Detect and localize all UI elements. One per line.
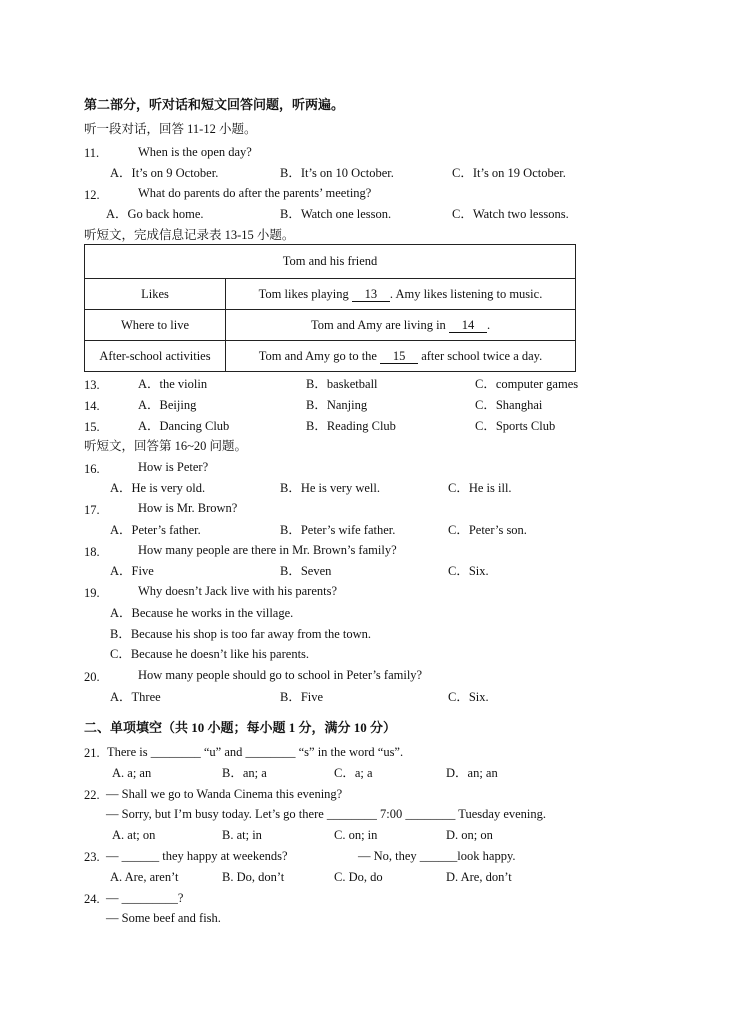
question-number: 12. [84,188,100,202]
question-number: 22. [84,788,100,802]
option-c: C．Six. [448,564,489,578]
row-label: Where to live [85,310,226,341]
instruction-13-15: 听短文，完成信息记录表 13-15 小题。 [84,228,295,242]
table-row [85,279,576,310]
option-d: D. on; on [446,828,493,842]
option-a: A．Beijing [138,398,197,412]
option-c: C. on; in [334,828,378,842]
option-a: A. Are, aren’t [110,870,179,884]
question-text: — ______ they happy at weekends? [106,849,288,863]
option-c: C．Watch two lessons. [452,207,569,221]
question-number: 24. [84,892,100,906]
answer-blank-13[interactable]: 13 [352,288,390,302]
answer-blank-14[interactable]: 14 [449,319,487,333]
option-a: A. at; on [112,828,156,842]
section-title-part3: 二、单项填空（共 10 小题；每小题 1 分，满分 10 分） [84,720,397,735]
option-a: A．Peter’s father. [110,523,201,537]
option-c: C．He is ill. [448,481,512,495]
option-b: B．Five [280,690,324,704]
instruction-16-20: 听短文，回答第 16~20 问题。 [84,439,248,453]
question-text: How is Peter? [138,460,209,474]
answer-blank-15[interactable]: 15 [380,350,418,364]
question-number: 11. [84,146,100,160]
info-table [84,244,576,372]
option-a: A. a; an [112,766,152,780]
option-c: C．It’s on 19 October. [452,166,566,180]
option-c: C．Shanghai [475,398,543,412]
option-d: D. Are, don’t [446,870,512,884]
option-c: C. Do, do [334,870,383,884]
option-c: C．a; a [334,766,373,780]
instruction-11-12: 听一段对话，回答 11-12 小题。 [84,122,257,136]
row-content: Tom likes playing 13 . Amy likes listening to music. [226,279,576,310]
question-text: — No, they ______look happy. [358,849,516,863]
question-number: 20. [84,670,100,684]
question-text: — Sorry, but I’m busy today. Let’s go there ________ 7:00 ________ Tuesday evening. [106,807,547,821]
question-number: 13. [84,378,100,392]
question-text: — _________? [106,891,184,905]
question-text: — Some beef and fish. [106,911,221,925]
option-b: B. Do, don’t [222,870,285,884]
option-c: C．Because he doesn’t like his parents. [110,647,310,661]
question-text: There is ________ “u” and ________ “s” in the word “us”. [107,745,404,759]
question-number: 16. [84,462,100,476]
option-b: B．Reading Club [306,419,396,433]
question-number: 19. [84,586,100,600]
option-a: A．It’s on 9 October. [110,166,219,180]
question-text: How many people should go to school in Peter’s family? [138,668,423,682]
option-c: C．computer games [475,377,579,391]
section-title-part2: 第二部分，听对话和短文回答问题，听两遍。 [84,97,345,112]
question-text: Why doesn’t Jack live with his parents? [138,584,338,598]
question-text: How is Mr. Brown? [138,501,238,515]
table-row [85,310,576,341]
option-a: A．Because he works in the village. [110,606,294,620]
option-a: A．Five [110,564,154,578]
option-b: B．Nanjing [306,398,368,412]
option-b: B．Because his shop is too far away from the town. [110,627,372,641]
option-b: B．It’s on 10 October. [280,166,394,180]
option-b: B．He is very well. [280,481,380,495]
option-b: B．an; a [222,766,267,780]
table-title: Tom and his friend [85,245,576,279]
option-a: A．Dancing Club [138,419,230,433]
option-c: C．Sports Club [475,419,556,433]
option-b: B．Watch one lesson. [280,207,392,221]
option-c: C．Peter’s son. [448,523,527,537]
option-a: A．He is very old. [110,481,206,495]
question-number: 23. [84,850,100,864]
option-d: D．an; an [446,766,498,780]
question-text: What do parents do after the parents’ meeting? [138,186,372,200]
row-label: After-school activities [85,341,226,372]
question-text: — Shall we go to Wanda Cinema this evening? [106,787,343,801]
row-content: Tom and Amy are living in 14 . [226,310,576,341]
question-text: When is the open day? [138,145,252,159]
question-number: 14. [84,399,100,413]
option-b: B．basketball [306,377,378,391]
option-c: C．Six. [448,690,489,704]
option-a: A．Go back home. [106,207,204,221]
question-number: 15. [84,420,100,434]
option-b: B. at; in [222,828,262,842]
question-text: How many people are there in Mr. Brown’s family? [138,543,397,557]
question-number: 21. [84,746,100,760]
question-number: 17. [84,503,100,517]
option-a: A．the violin [138,377,208,391]
option-a: A．Three [110,690,161,704]
option-b: B．Peter’s wife father. [280,523,396,537]
row-content: Tom and Amy go to the 15 after school twice a day. [226,341,576,372]
row-label: Likes [85,279,226,310]
question-number: 18. [84,545,100,559]
table-row [85,341,576,372]
option-b: B．Seven [280,564,332,578]
